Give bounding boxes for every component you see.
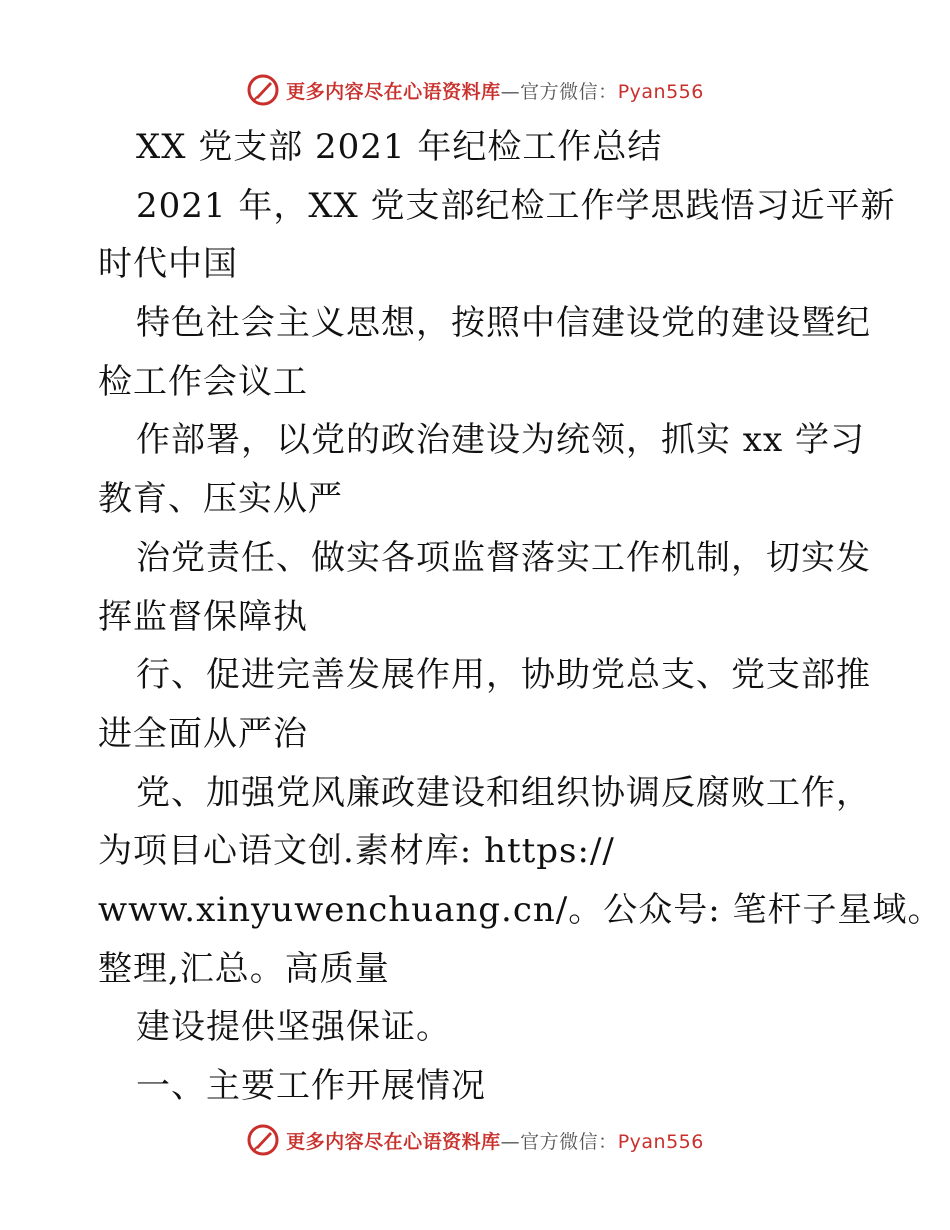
document-line: 挥监督保障执 (98, 596, 308, 637)
header-watermark-banner (0, 70, 950, 110)
footer-watermark-banner (0, 1120, 950, 1160)
document-line: www.xinyuwenchuang.cn/。公众号: 笔杆子星域。 (98, 889, 943, 930)
document-line: 特色社会主义思想，按照中信建设党的建设暨纪 (136, 303, 871, 344)
watermark-text (286, 77, 704, 104)
watermark-separator: — (500, 80, 521, 103)
document-line: 党、加强党风廉政建设和组织协调反腐败工作， (136, 772, 871, 813)
document-line: 教育、压实从严 (98, 479, 343, 520)
quill-logo-icon (246, 73, 280, 107)
document-line: XX 党支部 2021 年纪检工作总结 (136, 127, 663, 167)
document-line: 时代中国 (98, 244, 238, 285)
watermark-main-text: 更多内容尽在心语资料库 (286, 1130, 501, 1153)
document-line: 整理,汇总。高质量 (98, 948, 390, 989)
watermark-separator: — (500, 1130, 521, 1153)
document-line: 检工作会议工 (98, 361, 308, 402)
document-line: 治党责任、做实各项监督落实工作机制，切实发 (136, 537, 871, 578)
document-body (98, 118, 943, 1116)
document-line: 2021 年，XX 党支部纪检工作学思践悟习近平新 (136, 185, 896, 226)
watermark-wechat-id: Pyan556 (617, 80, 704, 103)
watermark-text (286, 1127, 704, 1154)
watermark-main-text: 更多内容尽在心语资料库 (286, 80, 501, 103)
document-line: 作部署，以党的政治建设为统领，抓实 xx 学习 (136, 420, 865, 461)
watermark-wechat-id: Pyan556 (617, 1130, 704, 1153)
quill-logo-icon (246, 1123, 280, 1157)
document-line: 为项目心语文创.素材库: https:// (98, 831, 615, 872)
document-line: 进全面从严治 (98, 713, 308, 754)
document-line: 建设提供坚强保证。 (136, 1007, 451, 1048)
document-line: 行、促进完善发展作用，协助党总支、党支部推 (136, 655, 871, 696)
watermark-sub-text: 官方微信： (520, 80, 618, 103)
document-line: 一、主要工作开展情况 (136, 1066, 486, 1106)
watermark-sub-text: 官方微信： (520, 1130, 618, 1153)
